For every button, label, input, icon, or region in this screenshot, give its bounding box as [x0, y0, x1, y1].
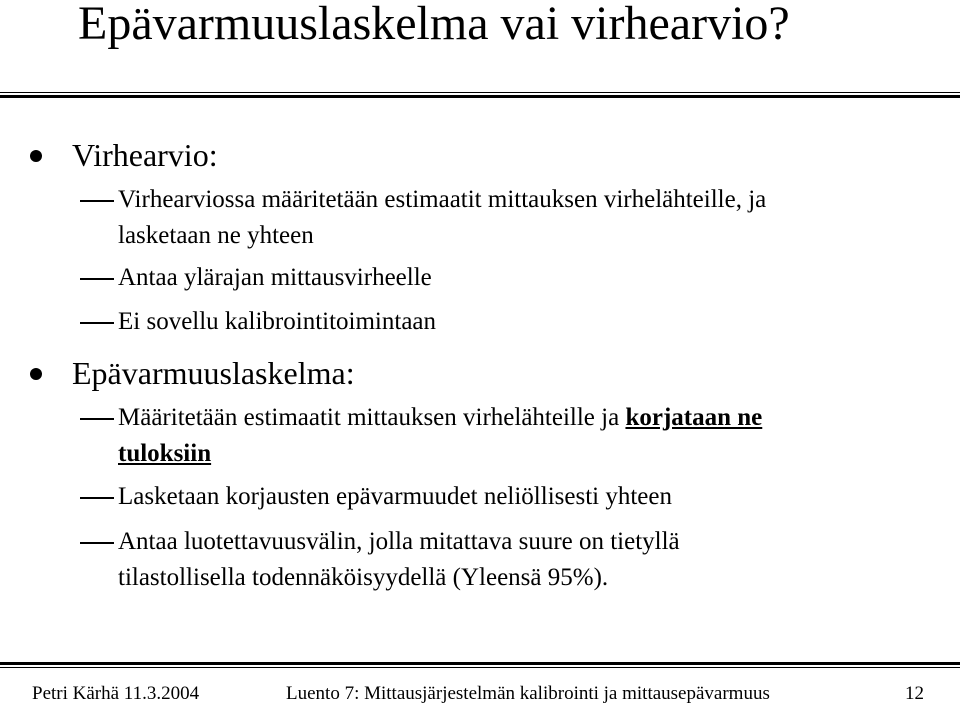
dash-icon: [80, 497, 114, 499]
section-heading-text: Virhearvio:: [72, 137, 218, 173]
dash-icon: [80, 200, 114, 202]
footer-lecture-title: Luento 7: Mittausjärjestelmän kalibrointi ja mittausepävarmuus: [286, 683, 770, 704]
dash-icon: [80, 278, 114, 280]
list-item: Lasketaan korjausten epävarmuudet neliöllisesti yhteen: [118, 483, 672, 510]
section-heading-text: Epävarmuuslaskelma:: [72, 355, 355, 391]
list-item: [118, 402, 762, 434]
list-item-text: Määritetään estimaatit mittauksen virhelähteille ja: [118, 404, 626, 431]
list-item: Antaa luotettavuusvälin, jolla mitattava suure on tietyllä: [118, 528, 680, 555]
footer-author-date: Petri Kärhä 11.3.2004: [32, 683, 200, 704]
title-divider-thin: [0, 92, 960, 93]
list-item: Ei sovellu kalibrointitoimintaan: [118, 308, 437, 335]
page-number: 12: [905, 683, 924, 704]
footer-divider: [0, 662, 960, 668]
list-item-continuation: tilastollisella todennäköisyydellä (Yleensä 95%).: [118, 564, 609, 591]
list-item: Virhearviossa määritetään estimaatit mittauksen virhelähteille, ja: [118, 186, 767, 213]
emphasized-text: korjataan ne: [625, 404, 763, 431]
footer-divider-thin: [0, 667, 960, 668]
emphasized-text: tuloksiin: [118, 440, 212, 467]
bullet-icon: [30, 150, 42, 162]
dash-icon: [80, 418, 114, 420]
footer-divider-thick: [0, 662, 960, 665]
list-item-continuation: [118, 438, 211, 470]
dash-icon: [80, 322, 114, 324]
dash-icon: [80, 542, 114, 544]
bullet-icon: [30, 368, 42, 380]
list-item-continuation: lasketaan ne yhteen: [118, 222, 314, 249]
list-item: Antaa ylärajan mittausvirheelle: [118, 264, 432, 291]
slide-title: Epävarmuuslaskelma vai virhearvio?: [78, 0, 790, 50]
title-divider-thick: [0, 95, 960, 98]
title-divider: [0, 92, 960, 98]
